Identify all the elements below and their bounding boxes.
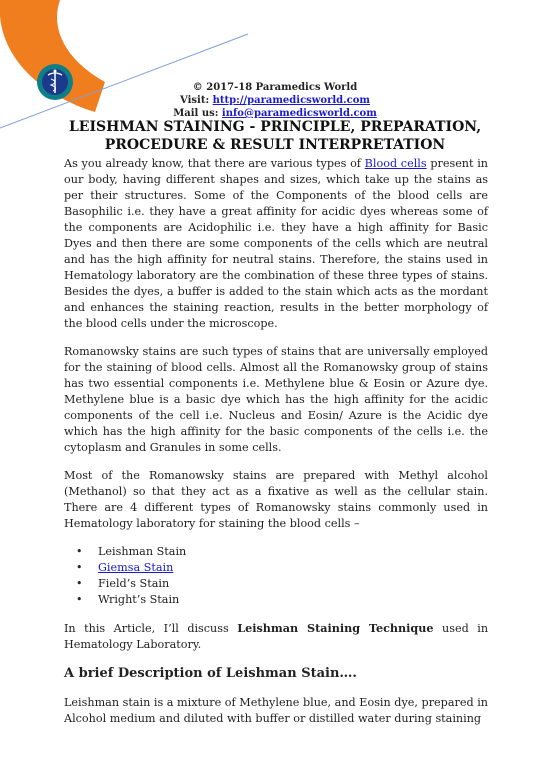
list-item-label: Wright’s Stain <box>98 593 180 606</box>
intro-text-start: As you already know, that there are various types of <box>64 157 365 170</box>
website-link[interactable]: http://paramedicsworld.com <box>212 95 370 106</box>
email-link[interactable]: info@paramedicsworld.com <box>221 108 377 119</box>
visit-label: Visit: <box>180 95 213 106</box>
stains-list <box>64 544 488 608</box>
romanowsky-paragraph: Romanowsky stains are such types of stains that are universally employed for the staining of blood cells. Almost all the Romanowsky group of stains has two essential components i.e. Methylene blue & Eosin or Azure dye. Methylene blue is a basic dye which has the high affinity for the acidic components of the cell i.e. Nucleus and Eosin/ Azure is the Acidic dye which has the high affinity for the basic components of the cells i.e. the cytoplasm and Granules in some cells. <box>64 345 488 454</box>
bullet-icon: • <box>76 577 83 590</box>
article-scope-paragraph <box>64 620 488 653</box>
methanol-paragraph: Most of the Romanowsky stains are prepared with Methyl alcohol (Methanol) so that they act as a fixative as well as the cellular stain. There are 4 different types of Romanowsky stains commonly used in Hematology laboratory for staining the blood cells – <box>64 469 488 530</box>
technique-name: Leishman Staining Technique <box>237 621 434 635</box>
article-title: LEISHMAN STAINING - PRINCIPLE, PREPARATION, PROCEDURE & RESULT INTERPRETATION <box>68 119 482 153</box>
leishman-description-paragraph: Leishman stain is a mixture of Methylene blue, and Eosin dye, prepared in Alcohol medium and diluted with buffer or distilled water during staining <box>64 696 488 725</box>
bullet-icon: • <box>76 593 83 606</box>
scope-text-end: used in Hematology Laboratory. <box>64 622 489 651</box>
list-item-label: Field’s Stain <box>98 577 170 590</box>
bullet-icon: • <box>76 561 83 574</box>
list-item <box>76 576 488 592</box>
scope-text-start: In this Article, I’ll discuss <box>64 622 238 635</box>
list-item <box>76 544 488 560</box>
list-item <box>76 560 488 576</box>
giemsa-stain-link[interactable]: Giemsa Stain <box>98 561 174 574</box>
list-item <box>76 592 488 608</box>
intro-text-end: present in our body, having different shapes and sizes, which take up the stains as per their structures. Some of the Components of the blood cells are Basophilic i.e. they have a great affinity for acidic dyes whereas some of the components are Acidophilic i.e. they have a high affinity for Basic Dyes and then there are some components of the cells which are neutral and has the high affinity for neutral stains. Therefore, the stains used in Hematology laboratory are the combination of these three types of stains. Besides the dyes, a buffer is added to the stain which acts as the mordant and enhances the staining reaction, results in the better morphology of the blood cells under the microscope. <box>64 157 489 330</box>
blood-cells-link[interactable]: Blood cells <box>364 157 427 170</box>
article-body <box>64 156 488 739</box>
bullet-icon: • <box>76 545 83 558</box>
section-heading: A brief Description of Leishman Stain…. <box>64 666 357 681</box>
intro-paragraph <box>64 156 488 332</box>
site-header <box>0 81 550 120</box>
copyright-line: © 2017-18 Paramedics World <box>192 82 358 93</box>
list-item-label: Leishman Stain <box>98 545 187 558</box>
mail-label: Mail us: <box>173 108 222 119</box>
visit-line <box>0 94 550 107</box>
